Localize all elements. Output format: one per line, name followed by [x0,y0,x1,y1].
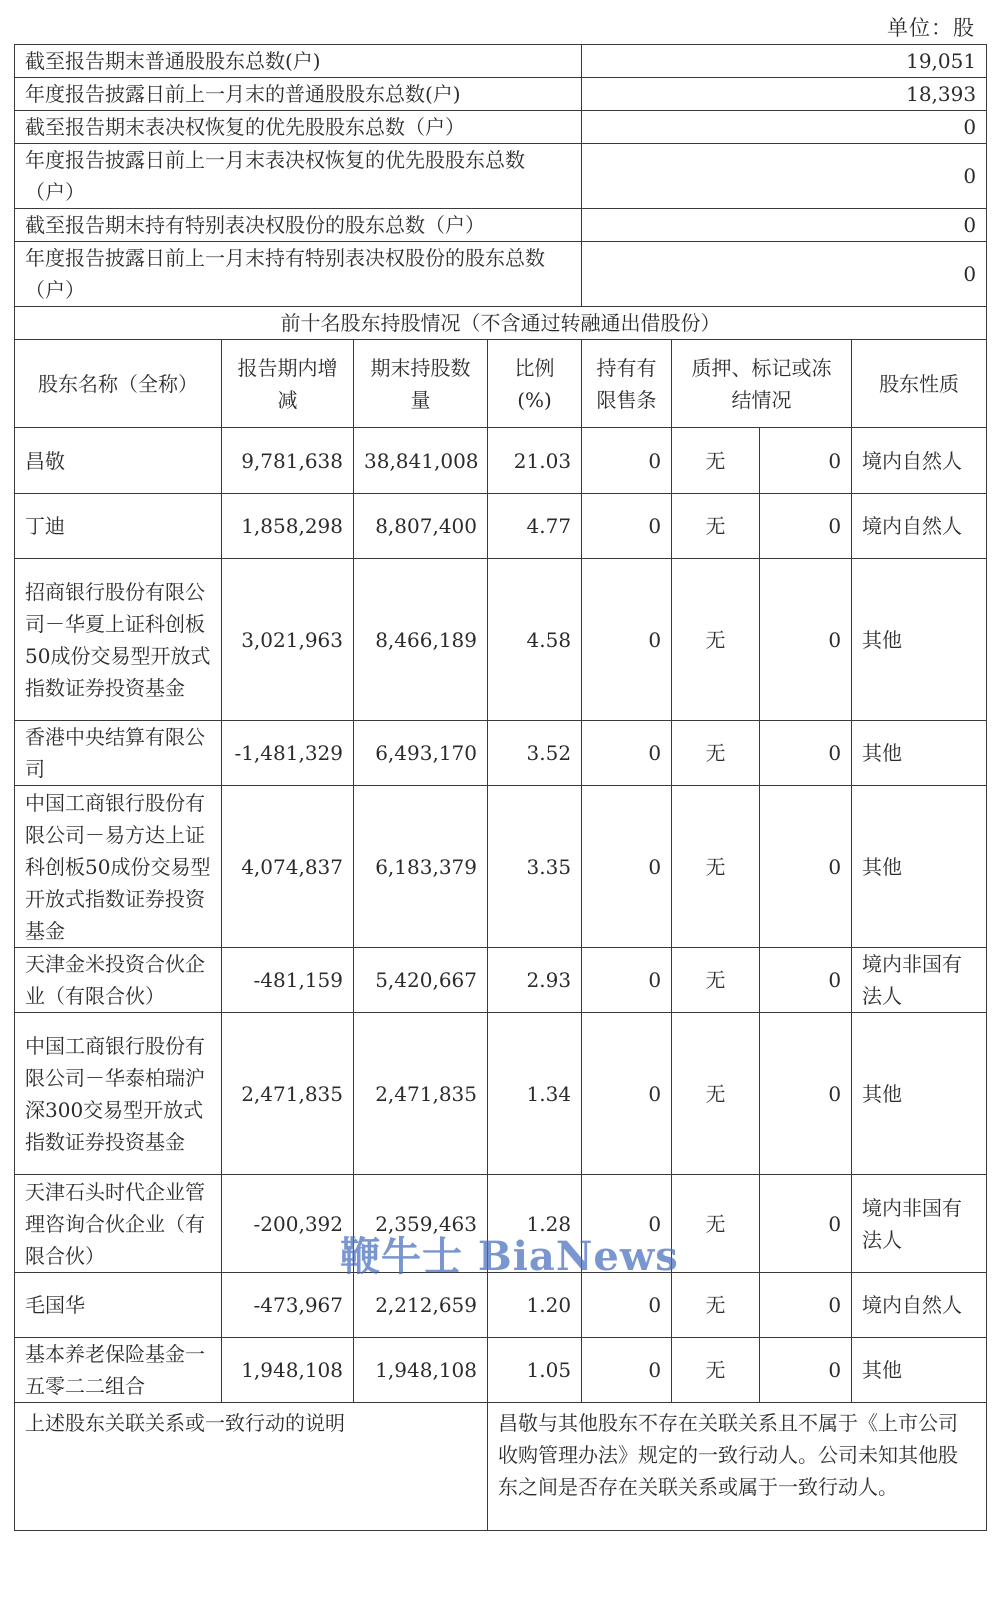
change-cell: 1,858,298 [222,494,354,559]
table-row [15,786,987,948]
held-cell: 8,466,189 [354,559,488,721]
pledge-qty-cell: 0 [760,786,852,948]
pledge-qty-cell: 0 [760,559,852,721]
nature-cell: 其他 [852,1338,987,1403]
table-row [15,494,987,559]
restricted-cell: 0 [582,428,672,494]
summary-label: 截至报告期末持有特别表决权股份的股东总数（户） [15,209,582,242]
change-cell: 4,074,837 [222,786,354,948]
pledge-status-cell: 无 [672,1175,760,1273]
restricted-cell: 0 [582,721,672,786]
ratio-cell: 1.28 [488,1175,582,1273]
shareholder-name: 中国工商银行股份有限公司－华泰柏瑞沪深300交易型开放式指数证券投资基金 [15,1013,222,1175]
summary-value: 0 [582,144,987,209]
shareholder-name: 基本养老保险基金一五零二二组合 [15,1338,222,1403]
ratio-cell: 3.35 [488,786,582,948]
change-cell: -1,481,329 [222,721,354,786]
held-cell: 2,212,659 [354,1273,488,1338]
summary-row [15,242,987,307]
pledge-status-cell: 无 [672,494,760,559]
nature-cell: 境内非国有法人 [852,1175,987,1273]
summary-label: 年度报告披露日前上一月末表决权恢复的优先股股东总数（户） [15,144,582,209]
section-title-row [15,307,987,340]
shareholder-name: 中国工商银行股份有限公司－易方达上证科创板50成份交易型开放式指数证券投资基金 [15,786,222,948]
held-cell: 6,493,170 [354,721,488,786]
ratio-cell: 4.58 [488,559,582,721]
change-cell: -200,392 [222,1175,354,1273]
nature-cell: 其他 [852,1013,987,1175]
held-cell: 38,841,008 [354,428,488,494]
table-row [15,559,987,721]
restricted-cell: 0 [582,1338,672,1403]
restricted-cell: 0 [582,1013,672,1175]
summary-value: 0 [582,209,987,242]
restricted-cell: 0 [582,1273,672,1338]
pledge-status-cell: 无 [672,1273,760,1338]
pledge-qty-cell: 0 [760,428,852,494]
pledge-qty-cell: 0 [760,1175,852,1273]
pledge-status-cell: 无 [672,428,760,494]
section-title: 前十名股东持股情况（不含通过转融通出借股份） [15,307,987,340]
shareholder-name: 招商银行股份有限公司－华夏上证科创板50成份交易型开放式指数证券投资基金 [15,559,222,721]
summary-row [15,111,987,144]
pledge-status-cell: 无 [672,1013,760,1175]
header-nature: 股东性质 [852,340,987,428]
held-cell: 2,359,463 [354,1175,488,1273]
held-cell: 1,948,108 [354,1338,488,1403]
note-label: 上述股东关联关系或一致行动的说明 [15,1403,488,1531]
held-cell: 8,807,400 [354,494,488,559]
pledge-status-cell: 无 [672,948,760,1013]
restricted-cell: 0 [582,948,672,1013]
table-row [15,1338,987,1403]
summary-value: 0 [582,242,987,307]
restricted-cell: 0 [582,559,672,721]
ratio-cell: 1.20 [488,1273,582,1338]
shareholder-table [14,44,987,1531]
header-held: 期末持股数量 [354,340,488,428]
unit-label: 单位：股 [887,16,975,40]
header-name: 股东名称（全称） [15,340,222,428]
table-row [15,428,987,494]
pledge-status-cell: 无 [672,1338,760,1403]
summary-row [15,78,987,111]
summary-label: 截至报告期末普通股股东总数(户) [15,45,582,78]
table-row [15,1273,987,1338]
change-cell: -473,967 [222,1273,354,1338]
pledge-qty-cell: 0 [760,721,852,786]
restricted-cell: 0 [582,786,672,948]
nature-cell: 其他 [852,786,987,948]
nature-cell: 其他 [852,559,987,721]
shareholder-name: 天津石头时代企业管理咨询合伙企业（有限合伙） [15,1175,222,1273]
pledge-qty-cell: 0 [760,948,852,1013]
ratio-cell: 21.03 [488,428,582,494]
change-cell: 9,781,638 [222,428,354,494]
restricted-cell: 0 [582,1175,672,1273]
shareholder-name: 昌敬 [15,428,222,494]
held-cell: 2,471,835 [354,1013,488,1175]
ratio-cell: 3.52 [488,721,582,786]
shareholder-name: 天津金米投资合伙企业（有限合伙） [15,948,222,1013]
table-row [15,721,987,786]
header-row [15,340,987,428]
shareholder-name: 毛国华 [15,1273,222,1338]
pledge-qty-cell: 0 [760,494,852,559]
nature-cell: 境内自然人 [852,1273,987,1338]
ratio-cell: 2.93 [488,948,582,1013]
note-text: 昌敬与其他股东不存在关联关系且不属于《上市公司收购管理办法》规定的一致行动人。公司未知其他股东之间是否存在关联关系或属于一致行动人。 [488,1403,987,1531]
summary-label: 年度报告披露日前上一月末持有特别表决权股份的股东总数（户） [15,242,582,307]
table-row [15,1175,987,1273]
change-cell: 2,471,835 [222,1013,354,1175]
nature-cell: 境内自然人 [852,494,987,559]
held-cell: 5,420,667 [354,948,488,1013]
summary-label: 截至报告期末表决权恢复的优先股股东总数（户） [15,111,582,144]
pledge-status-cell: 无 [672,786,760,948]
pledge-qty-cell: 0 [760,1013,852,1175]
summary-value: 19,051 [582,45,987,78]
table-row [15,1013,987,1175]
pledge-status-cell: 无 [672,559,760,721]
shareholder-name: 香港中央结算有限公司 [15,721,222,786]
nature-cell: 其他 [852,721,987,786]
table-row [15,948,987,1013]
header-restricted: 持有有限售条 [582,340,672,428]
nature-cell: 境内非国有法人 [852,948,987,1013]
restricted-cell: 0 [582,494,672,559]
nature-cell: 境内自然人 [852,428,987,494]
change-cell: 3,021,963 [222,559,354,721]
change-cell: 1,948,108 [222,1338,354,1403]
header-ratio: 比例(%) [488,340,582,428]
pledge-status-cell: 无 [672,721,760,786]
header-change: 报告期内增减 [222,340,354,428]
summary-row [15,144,987,209]
held-cell: 6,183,379 [354,786,488,948]
shareholder-table-body [15,45,987,1531]
summary-row [15,45,987,78]
summary-value: 18,393 [582,78,987,111]
pledge-qty-cell: 0 [760,1273,852,1338]
summary-value: 0 [582,111,987,144]
ratio-cell: 1.34 [488,1013,582,1175]
summary-label: 年度报告披露日前上一月末的普通股股东总数(户) [15,78,582,111]
ratio-cell: 1.05 [488,1338,582,1403]
watermark-logo: 鞭牛士 BiaNews [340,1233,679,1280]
change-cell: -481,159 [222,948,354,1013]
ratio-cell: 4.77 [488,494,582,559]
note-row [15,1403,987,1531]
summary-row [15,209,987,242]
header-pledge: 质押、标记或冻结情况 [672,340,852,428]
shareholder-name: 丁迪 [15,494,222,559]
pledge-qty-cell: 0 [760,1338,852,1403]
